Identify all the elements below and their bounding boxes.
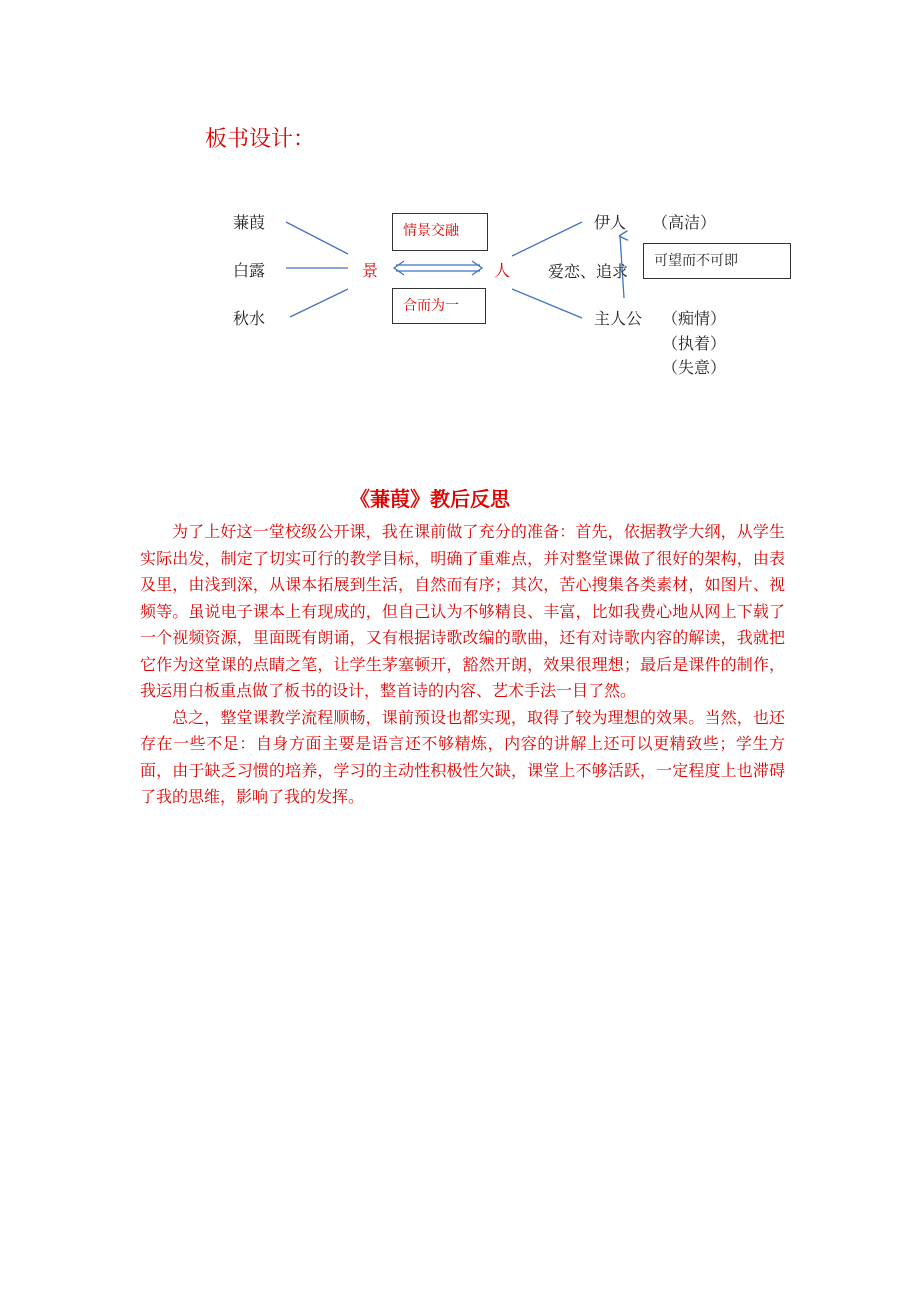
reflection-body: [140, 519, 785, 811]
hero-note-zhizhuo: （执着）: [662, 334, 727, 353]
center-ren: 人: [494, 261, 511, 280]
box-qingjing-jiaorong: 情景交融: [392, 213, 488, 251]
board-design-heading: 板书设计：: [205, 127, 316, 152]
board-diagram-lines: [0, 0, 920, 420]
line-jianjia-jing: [286, 222, 348, 254]
box-he-er-wei-yi: 合而为一: [392, 288, 486, 324]
box-kewang-er-bukeji: 可望而不可即: [643, 243, 791, 279]
reflection-paragraph-2: 总之，整堂课教学流程顺畅，课前预设也都实现，取得了较为理想的效果。当然，也还存在一些不足：自身方面主要是语言还不够精炼，内容的讲解上还可以更精致些；学生方面，由于缺乏习惯的培养，学习的主动性积极性欠缺，课堂上不够活跃，一定程度上也滞碍了我的思维，影响了我的发挥。: [140, 707, 785, 806]
left-item-jianjia: 蒹葭: [233, 213, 266, 232]
yiren-note: （高洁）: [652, 213, 717, 232]
reflection-paragraph-1: 为了上好这一堂校级公开课，我在课前做了充分的准备：首先，依据教学大纲，从学生实际出发，制定了切实可行的教学目标，明确了重难点，并对整堂课做了很好的架构，由表及里，由浅到深，从课本拓展到生活，自然而有序；其次，苦心搜集各类素材，如图片、视频等。虽说电子课本上有现成的，但自己认为不够精良、丰富，比如我费心地从网上下载了一个视频资源，里面既有朗诵，又有根据诗歌改编的歌曲，还有对诗歌内容的解读，我就把它作为这堂课的点睛之笔，让学生茅塞顿开，豁然开朗，效果很理想；最后是课件的制作，我运用白板重点做了板书的设计，整首诗的内容、艺术手法一目了然。: [140, 522, 785, 700]
left-item-qiushui: 秋水: [233, 309, 266, 328]
line-ren-yiren: [512, 222, 582, 256]
left-item-bailu: 白露: [233, 261, 266, 280]
line-ren-hero: [512, 289, 582, 318]
reflection-title: 《蒹葭》教后反思: [350, 487, 510, 511]
center-jing: 景: [362, 261, 379, 280]
line-qiushui-jing: [290, 289, 348, 317]
hero-note-chiqing: （痴情）: [662, 309, 727, 328]
yiren-label: 伊人: [594, 213, 627, 232]
hero-note-shiyi: （失意）: [662, 358, 727, 377]
double-arrow-icon: [394, 261, 482, 275]
hero-label: 主人公: [594, 309, 643, 328]
middle-text: 爱恋、追求: [548, 262, 629, 281]
